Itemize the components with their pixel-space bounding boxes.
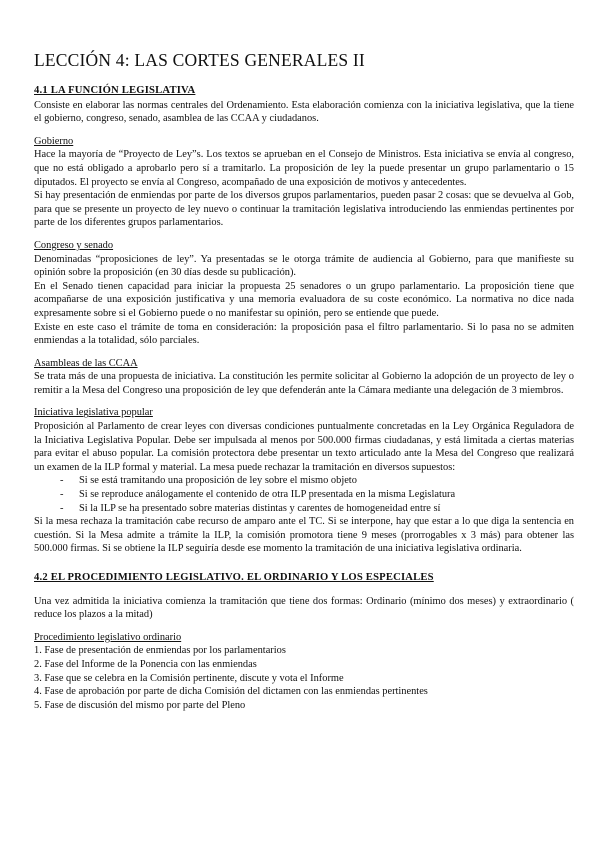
list-item: - Si se está tramitando una proposición de ley sobre el mismo objeto xyxy=(70,474,574,488)
section-heading-procedimiento: 4.2 EL PROCEDIMIENTO LEGISLATIVO. EL ORDINARIO Y LOS ESPECIALES xyxy=(34,572,434,583)
subheading-asambleas: Asambleas de las CCAA xyxy=(34,357,138,369)
page-title: LECCIÓN 4: LAS CORTES GENERALES II xyxy=(34,50,365,70)
paragraph: Proposición al Parlamento de crear leyes con diversas condiciones puntualmente concretadas en la Ley Orgánica Reguladora de la Iniciativa Legislativa Popular. Debe ser impulsada al menos por 500.000 firmas ciudadanas, y está limitada a ciertas materias para evitar el abuso popular. La comisión protectora debe presentar un texto articulado ante la Mesa del Congreso que realizará un examen de la ILP formal y material. La mesa puede rechazar la tramitación en diversos supuestos: xyxy=(34,421,574,473)
paragraph: Hace la mayoría de “Proyecto de Ley”s. Los textos se aprueban en el Consejo de Ministros. Esta iniciativa se envía al congreso, que no está obligado a aprobarlo pero sí a tramitarlo. La proposición de ley la puede presentar un grupo parlamentario o 15 diputados. El proyecto se envía al Congreso, acompañado de una exposición de motivos y antecedentes. xyxy=(34,149,574,188)
subheading-ilp: Iniciativa legislativa popular xyxy=(34,407,153,419)
paragraph: Se trata más de una propuesta de iniciativa. La constitución les permite solicitar al Gobierno la adopción de un proyecto de ley o remitir a la Mesa del Congreso una proposición de ley que defenderán ante la Cámara mediante una delegación de 3 miembros. xyxy=(34,371,574,396)
list-item: 3. Fase que se celebra en la Comisión pertinente, discute y vota el Informe xyxy=(34,672,344,684)
paragraph: En el Senado tienen capacidad para iniciar la propuesta 25 senadores o un grupo parlamentario. La proposición tiene que acompañarse de una exposición justificativa y una memoria evaluadora de su coste económico. La normativa no dice nada expresamente sobre si el Gobierno puede o no manifestar su opinión, pero se entiende que puede. xyxy=(34,280,574,319)
subheading-gobierno: Gobierno xyxy=(34,135,74,147)
list-item: - Si la ILP se ha presentado sobre materias distintas y carentes de homogeneidad entre sí xyxy=(70,502,574,516)
paragraph: Si hay presentación de enmiendas por parte de los diversos grupos parlamentarios, pueden pasar 2 cosas: que se devuelva al Gob, para que se presente un proyecto de ley nuevo o continuar la tramitación legislativa introduciendo las enmiendas pertinentes por parte de los diferentes grupos parlamentarios. xyxy=(34,190,574,229)
paragraph: Existe en este caso el trámite de toma en consideración: la proposición pasa el filtro parlamentario. Si lo pasa no se admiten enmiendas a la totalidad, sólo parciales. xyxy=(34,321,574,347)
list-item: - Si se reproduce análogamente el contenido de otra ILP presentada en la misma Legislatura xyxy=(70,488,574,502)
subheading-ordinario: Procedimiento legislativo ordinario xyxy=(34,631,182,643)
procedure-steps-list xyxy=(34,644,574,712)
section-intro: Consiste en elaborar las normas centrales del Ordenamiento. Esta elaboración comienza con la iniciativa legislativa, que la tiene el gobierno, congreso, senado, asamblea de las CCAA y ciudadanos. xyxy=(34,99,574,125)
ilp-rejection-list xyxy=(34,474,574,515)
subheading-congreso-senado: Congreso y senado xyxy=(34,239,114,251)
paragraph: Denominadas “proposiciones de ley”. Ya presentadas se le otorga trámite de audiencia al Gobierno, para que manifieste su opinión sobre la proposición (en 30 días desde su publicación). xyxy=(34,253,574,279)
section-heading-funcion-legislativa: 4.1 LA FUNCIÓN LEGISLATIVA xyxy=(34,85,196,96)
paragraph: Si la mesa rechaza la tramitación cabe recurso de amparo ante el TC. Si se interpone, hay que estar a lo que diga la sentencia en cuestión. Si la Mesa admite a trámite la ILP, la comisión promotora tiene 9 meses (prorrogables x 3 más) para obtener las 500.000 firmas. Si se obtiene la ILP seguiría desde ese momento la tramitación de una iniciativa legislativa ordinaria. xyxy=(34,516,574,555)
list-item: 1. Fase de presentación de enmiendas por los parlamentarios xyxy=(34,645,286,657)
list-item: 5. Fase de discusión del mismo por parte del Pleno xyxy=(34,699,246,711)
list-item: 2. Fase del Informe de la Ponencia con las enmiendas xyxy=(34,658,257,670)
section-intro: Una vez admitida la iniciativa comienza la tramitación que tiene dos formas: Ordinario (mínimo dos meses) y extraordinario ( reduce los plazos a la mitad) xyxy=(34,595,574,621)
list-item: 4. Fase de aprobación por parte de dicha Comisión del dictamen con las enmiendas pertinentes xyxy=(34,686,428,698)
